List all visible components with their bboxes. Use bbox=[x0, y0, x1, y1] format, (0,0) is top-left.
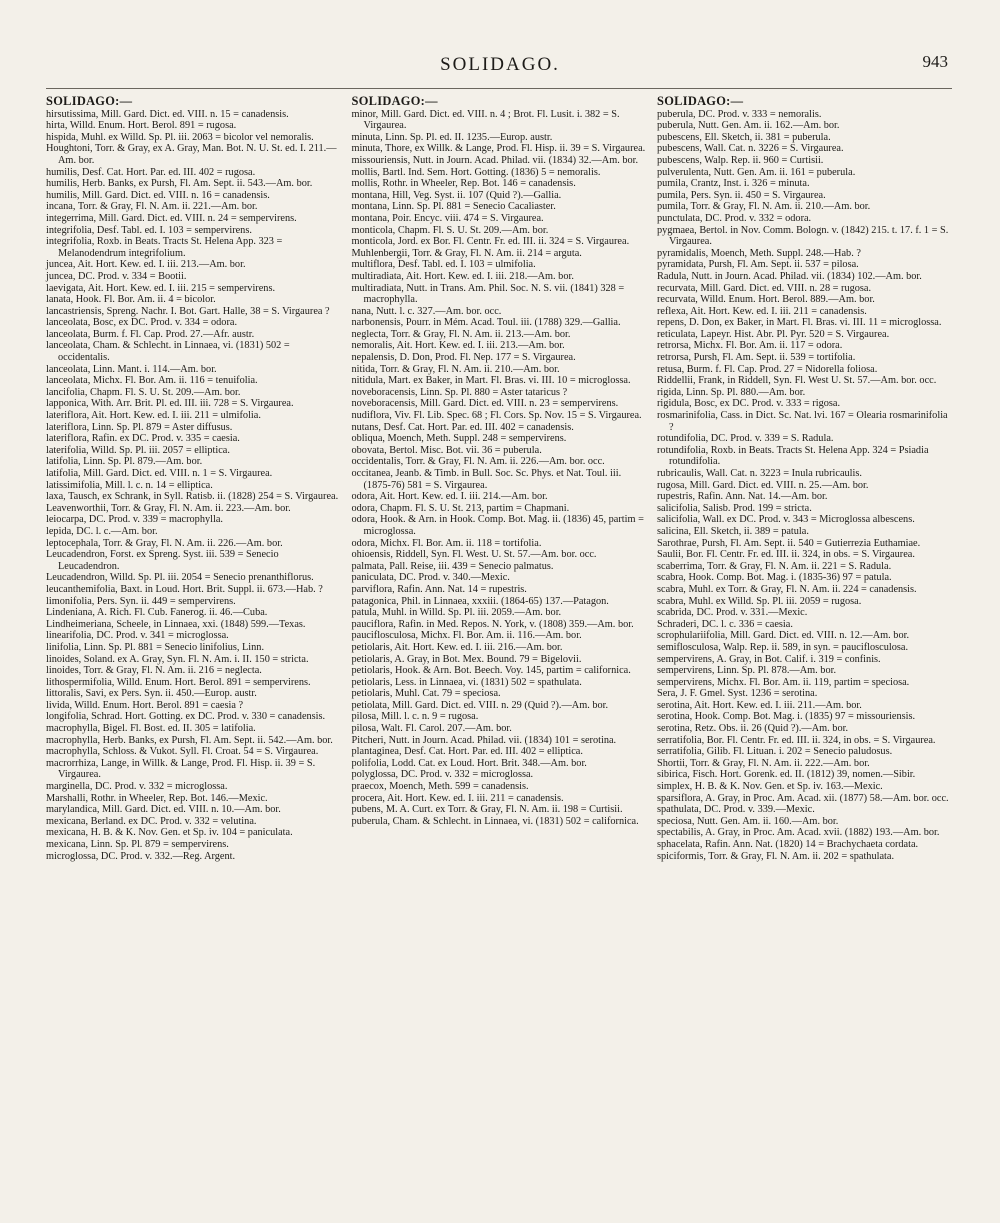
index-column-2 bbox=[352, 96, 647, 1214]
index-entry: laterifolia, Willd. Sp. Pl. iii. 2057 = elliptica. bbox=[46, 444, 230, 456]
index-entry: serratifolia, Bor. Fl. Centr. Fr. ed. III. ii. 324, in obs. = S. Virgaurea. bbox=[657, 734, 936, 746]
index-entry: nudiflora, Viv. Fl. Lib. Spec. 68 ; Fl. Cors. Sp. Nov. 15 = S. Virgaurea. bbox=[351, 410, 642, 422]
index-entry: rotundifolia, Roxb. in Beats. Tracts St. Helena App. 324 = Psiadia rotundifolia. bbox=[657, 444, 929, 468]
index-entry: mexicana, H. B. & K. Nov. Gen. et Sp. iv. 104 = paniculata. bbox=[46, 827, 293, 839]
index-entry: integrifolia, Desf. Tabl. ed. I. 103 = sempervirens. bbox=[46, 224, 252, 236]
index-entry: pauciflosculosa, Michx. Fl. Bor. Am. ii. 116.—Am. bor. bbox=[351, 630, 582, 642]
index-entry: scrophulariifolia, Mill. Gard. Dict. ed. VIII. n. 12.—Am. bor. bbox=[657, 630, 910, 642]
header-rule bbox=[46, 88, 952, 89]
index-entry: laxa, Tausch, ex Schrank, in Syll. Ratisb. ii. (1828) 254 = S. Virgaurea. bbox=[46, 491, 339, 503]
index-entry: rigidula, Bosc, ex DC. Prod. v. 333 = rigosa. bbox=[657, 398, 841, 410]
index-entry: sibirica, Fisch. Hort. Gorenk. ed. II. (1812) 39, nomen.—Sibir. bbox=[657, 769, 916, 781]
index-entry: plantaginea, Desf. Cat. Hort. Par. ed. III. 402 = elliptica. bbox=[351, 746, 583, 758]
index-entry: mexicana, Linn. Sp. Pl. 879 = sempervirens. bbox=[46, 839, 229, 850]
index-entry: macrophylla, Herb. Banks, ex Pursh, Fl. Am. Sept. ii. 542.—Am. bor. bbox=[46, 734, 333, 746]
index-entry: pygmaea, Bertol. in Nov. Comm. Bologn. v. (1842) 215. t. 17. f. 1 = S. Virgaurea. bbox=[657, 224, 949, 248]
index-entry: praecox, Moench, Meth. 599 = canadensis. bbox=[351, 781, 529, 793]
index-entry: scabra, Muhl. ex Willd. Sp. Pl. iii. 2059 = rugosa. bbox=[657, 595, 862, 607]
index-entry: occitanea, Jeanb. & Timb. in Bull. Soc. Sc. Phys. et Nat. Toul. iii. (1875-76) 581 = S. Virgaurea. bbox=[351, 468, 622, 491]
index-entry: hispida, Muhl. ex Willd. Sp. Pl. iii. 2063 = bicolor vel nemoralis. bbox=[46, 131, 314, 143]
index-entry: lanceolata, Cham. & Schlecht. in Linnaea, vi. (1831) 502 = occidentalis. bbox=[46, 340, 290, 364]
index-entry: juncea, DC. Prod. v. 334 = Bootii. bbox=[46, 270, 187, 282]
index-entry: sparsiflora, A. Gray, in Proc. Am. Acad. xii. (1877) 58.—Am. bor. occ. bbox=[657, 792, 949, 804]
index-entry: leiocarpa, DC. Prod. v. 339 = macrophylla. bbox=[46, 514, 223, 526]
index-entry: pilosa, Walt. Fl. Carol. 207.—Am. bor. bbox=[351, 723, 512, 735]
index-entry: macrorrhiza, Lange, in Willk. & Lange, Prod. Fl. Hisp. ii. 39 = S. Virgaurea. bbox=[46, 757, 316, 781]
index-entry: sphacelata, Rafin. Ann. Nat. (1820) 14 = Brachychaeta cordata. bbox=[657, 839, 919, 850]
index-entry: juncea, Ait. Hort. Kew. ed. I. iii. 213.—Am. bor. bbox=[46, 259, 246, 271]
index-entry: marginella, DC. Prod. v. 332 = microglossa. bbox=[46, 781, 228, 793]
index-entry: lateriflora, Linn. Sp. Pl. 879 = Aster diffusus. bbox=[46, 421, 233, 433]
column-heading: SOLIDAGO:— bbox=[46, 94, 133, 108]
index-entry: Muhlenbergii, Torr. & Gray, Fl. N. Am. ii. 214 = arguta. bbox=[351, 247, 582, 259]
index-entry: scaberrima, Torr. & Gray, Fl. N. Am. ii. 221 = S. Radula. bbox=[657, 560, 892, 572]
index-entry: serotina, Hook. Comp. Bot. Mag. i. (1835) 97 = missouriensis. bbox=[657, 711, 916, 723]
index-entry: linoides, Torr. & Gray, Fl. N. Am. ii. 216 = neglecta. bbox=[46, 665, 262, 677]
index-entry: palmata, Pall. Reise, iii. 439 = Senecio palmatus. bbox=[351, 560, 554, 572]
index-entry: hirsutissima, Mill. Gard. Dict. ed. VIII. n. 15 = canadensis. bbox=[46, 108, 289, 120]
index-entry: rotundifolia, DC. Prod. v. 339 = S. Radula. bbox=[657, 433, 834, 445]
index-column-1 bbox=[46, 96, 341, 1214]
index-entry: spathulata, DC. Prod. v. 339.—Mexic. bbox=[657, 804, 815, 816]
index-entry: punctulata, DC. Prod. v. 332 = odora. bbox=[657, 212, 812, 224]
index-entry: serotina, Retz. Obs. ii. 26 (Quid ?).—Am. bor. bbox=[657, 723, 849, 735]
index-entry: rubricaulis, Wall. Cat. n. 3223 = Inula rubricaulis. bbox=[657, 468, 862, 479]
index-entry: lithospermifolia, Willd. Enum. Hort. Berol. 891 = sempervirens. bbox=[46, 676, 311, 688]
index-entry: livida, Willd. Enum. Hort. Berol. 891 = caesia ? bbox=[46, 699, 244, 711]
index-entry: occidentalis, Torr. & Gray, Fl. N. Am. ii. 226.—Am. bor. occ. bbox=[351, 456, 605, 468]
index-entry: Marshalli, Rothr. in Wheeler, Rep. Bot. 146.—Mexic. bbox=[46, 792, 268, 804]
index-entry: linoides, Soland. ex A. Gray, Syn. Fl. N. Am. i. II. 150 = stricta. bbox=[46, 653, 309, 665]
column-heading: SOLIDAGO:— bbox=[657, 94, 744, 108]
index-entry: paniculata, DC. Prod. v. 340.—Mexic. bbox=[351, 572, 510, 584]
index-entry: pubens, M. A. Curt. ex Torr. & Gray, Fl. N. Am. ii. 198 = Curtisii. bbox=[351, 804, 623, 816]
index-entry: humilis, Desf. Cat. Hort. Par. ed. III. 402 = rugosa. bbox=[46, 166, 256, 178]
index-entry: lanceolata, Linn. Mant. i. 114.—Am. bor. bbox=[46, 363, 217, 375]
index-entry: speciosa, Nutt. Gen. Am. ii. 160.—Am. bor. bbox=[657, 815, 839, 827]
index-entry: Sera, J. F. Gmel. Syst. 1236 = serotina. bbox=[657, 688, 818, 700]
index-entry: latissimifolia, Mill. l. c. n. 14 = elliptica. bbox=[46, 479, 213, 491]
index-entry: serotina, Ait. Hort. Kew. ed. I. iii. 211.—Am. bor. bbox=[657, 699, 862, 711]
index-entry: montana, Hill, Veg. Syst. ii. 107 (Quid ?).—Gallia. bbox=[351, 189, 562, 201]
index-entry: multiradiata, Ait. Hort. Kew. ed. I. iii. 218.—Am. bor. bbox=[351, 270, 574, 282]
index-entry: retrorsa, Michx. Fl. Bor. Am. ii. 117 = odora. bbox=[657, 340, 843, 352]
index-entry: scabra, Hook. Comp. Bot. Mag. i. (1835-36) 97 = patula. bbox=[657, 572, 892, 584]
index-entry: pauciflora, Rafin. in Med. Repos. N. York, v. (1808) 359.—Am. bor. bbox=[351, 618, 634, 630]
index-entry: limonifolia, Pers. Syn. ii. 449 = sempervirens. bbox=[46, 595, 236, 607]
index-entry: Radula, Nutt. in Journ. Acad. Philad. vii. (1834) 102.—Am. bor. bbox=[657, 270, 922, 282]
index-entry: reflexa, Ait. Hort. Kew. ed. I. iii. 211 = canadensis. bbox=[657, 305, 867, 317]
index-entry: incana, Torr. & Gray, Fl. N. Am. ii. 221.—Am. bor. bbox=[46, 201, 258, 213]
index-entry: marylandica, Mill. Gard. Dict. ed. VIII. n. 10.—Am. bor. bbox=[46, 804, 281, 816]
index-entry: laevigata, Ait. Hort. Kew. ed. I. iii. 215 = sempervirens. bbox=[46, 282, 276, 294]
index-entry: nitida, Torr. & Gray, Fl. N. Am. ii. 210.—Am. bor. bbox=[351, 363, 560, 375]
index-entry: littoralis, Savi, ex Pers. Syn. ii. 450.—Europ. austr. bbox=[46, 688, 257, 700]
index-entry: lanceolata, Burm. f. Fl. Cap. Prod. 27.—Afr. austr. bbox=[46, 328, 255, 340]
index-entry: lepida, DC. l. c.—Am. bor. bbox=[46, 525, 158, 537]
index-entry: lanceolata, Bosc, ex DC. Prod. v. 334 = odora. bbox=[46, 317, 238, 329]
index-entry: reticulata, Lapeyr. Hist. Abr. Pl. Pyr. 520 = S. Virgaurea. bbox=[657, 328, 890, 340]
index-entry: mollis, Rothr. in Wheeler, Rep. Bot. 146 = canadensis. bbox=[351, 178, 576, 190]
index-entry: sempervirens, Linn. Sp. Pl. 878.—Am. bor. bbox=[657, 665, 837, 677]
index-entry: pumila, Torr. & Gray, Fl. N. Am. ii. 210.—Am. bor. bbox=[657, 201, 871, 213]
index-entry: rupestris, Rafin. Ann. Nat. 14.—Am. bor. bbox=[657, 491, 828, 503]
index-entry: Houghtoni, Torr. & Gray, ex A. Gray, Man. Bot. N. U. St. ed. I. 211.—Am. bor. bbox=[46, 143, 337, 166]
index-entry: lateriflora, Rafin. ex DC. Prod. v. 335 = caesia. bbox=[46, 433, 240, 445]
index-entry: mexicana, Berland. ex DC. Prod. v. 332 = velutina. bbox=[46, 815, 257, 827]
index-entry: petiolaris, Hook. & Arn. Bot. Beech. Voy. 145, partim = californica. bbox=[351, 665, 631, 677]
index-entry: petiolaris, A. Gray, in Bot. Mex. Bound. 79 = Bigelovii. bbox=[351, 653, 582, 665]
index-entry: petiolaris, Less. in Linnaea, vi. (1831) 502 = spathulata. bbox=[351, 676, 582, 688]
index-entry: latifolia, Mill. Gard. Dict. ed. VIII. n. 1 = S. Virgaurea. bbox=[46, 468, 273, 479]
index-entry: nepalensis, D. Don, Prod. Fl. Nep. 177 = S. Virgaurea. bbox=[351, 352, 576, 364]
column-heading: SOLIDAGO:— bbox=[351, 94, 438, 108]
index-entry: Leucadendron, Willd. Sp. Pl. iii. 2054 = Senecio prenanthiflorus. bbox=[46, 572, 314, 584]
index-entry: Lindeniana, A. Rich. Fl. Cub. Fanerog. ii. 46.—Cuba. bbox=[46, 607, 268, 619]
index-entry: puberula, Nutt. Gen. Am. ii. 162.—Am. bor. bbox=[657, 120, 840, 132]
index-entry: pubescens, Ell. Sketch, ii. 381 = puberula. bbox=[657, 131, 831, 143]
index-entry: scabra, Muhl. ex Torr. & Gray, Fl. N. Am. ii. 224 = canadensis. bbox=[657, 583, 917, 595]
index-entry: leucanthemifolia, Baxt. in Loud. Hort. Brit. Suppl. ii. 673.—Hab. ? bbox=[46, 583, 323, 595]
index-entry: obliqua, Moench, Meth. Suppl. 248 = sempervirens. bbox=[351, 433, 567, 445]
index-entry: pumila, Pers. Syn. ii. 450 = S. Virgaurea. bbox=[657, 189, 826, 201]
index-entry: multiflora, Desf. Tabl. ed. I. 103 = ulmifolia. bbox=[351, 259, 536, 271]
index-entry: sempervirens, Michx. Fl. Bor. Am. ii. 119, partim = speciosa. bbox=[657, 676, 910, 688]
index-entry: sempervirens, A. Gray, in Bot. Calif. i. 319 = confinis. bbox=[657, 653, 881, 665]
index-entry: lanceolata, Michx. Fl. Bor. Am. ii. 116 = tenuifolia. bbox=[46, 375, 258, 387]
index-entry: humilis, Mill. Gard. Dict. ed. VIII. n. 16 = canadensis. bbox=[46, 189, 270, 201]
index-entry: odora, Hook. & Arn. in Hook. Comp. Bot. Mag. ii. (1836) 45, partim = microglossa. bbox=[351, 514, 644, 537]
index-entry: rigida, Linn. Sp. Pl. 880.—Am. bor. bbox=[657, 386, 806, 398]
index-entry: lancastriensis, Spreng. Nachr. I. Bot. Gart. Halle, 38 = S. Virgaurea ? bbox=[46, 305, 330, 317]
index-entry: nitidula, Mart. ex Baker, in Mart. Fl. Bras. vi. III. 10 = microglossa. bbox=[351, 375, 631, 387]
index-entry: Saulii, Bor. Fl. Centr. Fr. ed. III. ii. 324, in obs. = S. Virgaurea. bbox=[657, 549, 915, 561]
index-entry: missouriensis, Nutt. in Journ. Acad. Philad. vii. (1834) 32.—Am. bor. bbox=[351, 154, 639, 166]
index-entry: petiolaris, Muhl. Cat. 79 = speciosa. bbox=[351, 688, 501, 700]
index-entry: nemoralis, Ait. Hort. Kew. ed. I. iii. 213.—Am. bor. bbox=[351, 340, 565, 352]
index-entry: parviflora, Rafin. Ann. Nat. 14 = rupestris. bbox=[351, 583, 527, 595]
index-entry: hirta, Willd. Enum. Hort. Berol. 891 = rugosa. bbox=[46, 120, 237, 132]
index-entry: retusa, Burm. f. Fl. Cap. Prod. 27 = Nidorella foliosa. bbox=[657, 363, 878, 375]
index-entry: salicifolia, Wall. ex DC. Prod. v. 343 = Microglossa albescens. bbox=[657, 514, 915, 526]
index-entry: repens, D. Don, ex Baker, in Mart. Fl. Bras. vi. III. 11 = microglossa. bbox=[657, 317, 942, 329]
index-entry: pubescens, Wall. Cat. n. 3226 = S. Virgaurea. bbox=[657, 143, 844, 155]
index-entry: multiradiata, Nutt. in Trans. Am. Phil. Soc. N. S. vii. (1841) 328 = macrophylla. bbox=[351, 282, 625, 306]
index-entry: rosmarinifolia, Cass. in Dict. Sc. Nat. lvi. 167 = Olearia rosmarinifolia ? bbox=[657, 410, 948, 433]
index-entry: Leavenworthii, Torr. & Gray, Fl. N. Am. ii. 223.—Am. bor. bbox=[46, 502, 291, 514]
index-entry: salicina, Ell. Sketch, ii. 389 = patula. bbox=[657, 525, 809, 537]
index-entry: spectabilis, A. Gray, in Proc. Am. Acad. xvii. (1882) 193.—Am. bor. bbox=[657, 827, 940, 839]
index-entry: nana, Nutt. l. c. 327.—Am. bor. occ. bbox=[351, 305, 502, 317]
index-entry: pumila, Crantz, Inst. i. 326 = minuta. bbox=[657, 178, 810, 190]
index-entry: puberula, Cham. & Schlecht. in Linnaea, vi. (1831) 502 = californica. bbox=[351, 815, 639, 827]
index-entry: neglecta, Torr. & Gray, Fl. N. Am. ii. 213.—Am. bor. bbox=[351, 328, 571, 340]
index-entry: nutans, Desf. Cat. Hort. Par. ed. III. 402 = canadensis. bbox=[351, 421, 574, 433]
index-entry: pilosa, Mill. l. c. n. 9 = rugosa. bbox=[351, 711, 479, 723]
index-entry: procera, Ait. Hort. Kew. ed. I. iii. 211 = canadensis. bbox=[351, 792, 564, 804]
page-number: 943 bbox=[922, 52, 948, 71]
index-entry: linearifolia, DC. Prod. v. 341 = microglossa. bbox=[46, 630, 229, 642]
index-entry: polyglossa, DC. Prod. v. 332 = microglossa. bbox=[351, 769, 534, 781]
index-entry: lateriflora, Ait. Hort. Kew. ed. I. iii. 211 = ulmifolia. bbox=[46, 410, 261, 422]
index-entry: rugosa, Mill. Gard. Dict. ed. VIII. n. 25.—Am. bor. bbox=[657, 479, 869, 491]
index-entry: semiflosculosa, Walp. Rep. ii. 589, in syn. = pauciflosculosa. bbox=[657, 641, 909, 653]
index-entry: microglossa, DC. Prod. v. 332.—Reg. Argent. bbox=[46, 850, 236, 862]
index-entry: Schraderi, DC. l. c. 336 = caesia. bbox=[657, 618, 793, 630]
index-entry: spiciformis, Torr. & Gray, Fl. N. Am. ii. 202 = spathulata. bbox=[657, 850, 895, 862]
index-entry: puberula, DC. Prod. v. 333 = nemoralis. bbox=[657, 108, 822, 120]
index-entry: serratifolia, Gilib. Fl. Lituan. i. 202 = Senecio paludosus. bbox=[657, 746, 893, 758]
index-entry: odora, Ait. Hort. Kew. ed. I. iii. 214.—Am. bor. bbox=[351, 491, 548, 503]
index-entry: minuta, Thore, ex Willk. & Lange, Prod. Fl. Hisp. ii. 39 = S. Virgaurea. bbox=[351, 143, 646, 155]
index-entry: montana, Poir. Encyc. viii. 474 = S. Virgaurea. bbox=[351, 212, 544, 224]
index-entry: lapponica, With. Arr. Brit. Pl. ed. III. iii. 728 = S. Virgaurea. bbox=[46, 398, 294, 410]
index-entry: pyramidalis, Moench, Meth. Suppl. 248.—Hab. ? bbox=[657, 247, 861, 259]
index-entry: pubescens, Walp. Rep. ii. 960 = Curtisii. bbox=[657, 154, 824, 166]
index-entry: simplex, H. B. & K. Nov. Gen. et Sp. iv. 163.—Mexic. bbox=[657, 781, 883, 793]
index-entry: Leucadendron, Forst. ex Spreng. Syst. iii. 539 = Senecio Leucadendron. bbox=[46, 549, 279, 572]
index-entry: monticola, Jord. ex Bor. Fl. Centr. Fr. ed. III. ii. 324 = S. Virgaurea. bbox=[351, 236, 630, 248]
index-entry: obovata, Bertol. Misc. Bot. vii. 36 = puberula. bbox=[351, 444, 542, 456]
index-entry: Lindheimeriana, Scheele, in Linnaea, xxi. (1848) 599.—Texas. bbox=[46, 618, 306, 630]
index-entry: retrorsa, Pursh, Fl. Am. Sept. ii. 539 = tortifolia. bbox=[657, 352, 856, 364]
index-entry: noveboracensis, Linn. Sp. Pl. 880 = Aster tataricus ? bbox=[351, 386, 568, 398]
index-entry: linifolia, Linn. Sp. Pl. 881 = Senecio linifolius, Linn. bbox=[46, 641, 265, 653]
index-entry: recurvata, Willd. Enum. Hort. Berol. 889.—Am. bor. bbox=[657, 294, 875, 306]
index-entry: Pitcheri, Nutt. in Journ. Acad. Philad. vii. (1834) 101 = serotina. bbox=[351, 734, 617, 746]
index-columns bbox=[46, 96, 952, 1214]
index-entry: patagonica, Phil. in Linnaea, xxxiii. (1864-65) 137.—Patagon. bbox=[351, 595, 609, 607]
index-entry: lanata, Hook. Fl. Bor. Am. ii. 4 = bicolor. bbox=[46, 294, 216, 306]
index-entry: integerrima, Mill. Gard. Dict. ed. VIII. n. 24 = sempervirens. bbox=[46, 212, 297, 224]
index-entry: Shortii, Torr. & Gray, Fl. N. Am. ii. 222.—Am. bor. bbox=[657, 757, 870, 769]
running-title: SOLIDAGO. bbox=[440, 54, 560, 75]
index-entry: odora, Chapm. Fl. S. U. St. 213, partim = Chapmani. bbox=[351, 502, 570, 514]
index-entry: humilis, Herb. Banks, ex Pursh, Fl. Am. Sept. ii. 543.—Am. bor. bbox=[46, 178, 313, 190]
index-entry: longifolia, Schrad. Hort. Gotting. ex DC. Prod. v. 330 = canadensis. bbox=[46, 711, 326, 723]
index-entry: scabrida, DC. Prod. v. 331.—Mexic. bbox=[657, 607, 808, 619]
index-entry: odora, Michx. Fl. Bor. Am. ii. 118 = tortifolia. bbox=[351, 537, 542, 549]
index-entry: mollis, Bartl. Ind. Sem. Hort. Gotting. (1836) 5 = nemoralis. bbox=[351, 166, 601, 178]
index-entry: minuta, Linn. Sp. Pl. ed. II. 1235.—Europ. austr. bbox=[351, 131, 553, 143]
index-entry: lancifolia, Chapm. Fl. S. U. St. 209.—Am. bor. bbox=[46, 386, 241, 398]
index-entry: petiolaris, Ait. Hort. Kew. ed. I. iii. 216.—Am. bor. bbox=[351, 641, 563, 653]
index-entry: macrophylla, Schloss. & Vukot. Syll. Fl. Croat. 54 = S. Virgaurea. bbox=[46, 746, 319, 758]
index-entry: Sarothrae, Pursh, Fl. Am. Sept. ii. 540 = Gutierrezia Euthamiae. bbox=[657, 537, 921, 549]
index-entry: salicifolia, Salisb. Prod. 199 = stricta. bbox=[657, 502, 812, 514]
index-entry: polifolia, Lodd. Cat. ex Loud. Hort. Brit. 348.—Am. bor. bbox=[351, 757, 587, 769]
index-entry: petiolata, Mill. Gard. Dict. ed. VIII. n. 29 (Quid ?).—Am. bor. bbox=[351, 699, 609, 711]
index-entry: leptocephala, Torr. & Gray, Fl. N. Am. ii. 226.—Am. bor. bbox=[46, 537, 283, 549]
index-entry: integrifolia, Roxb. in Beats. Tracts St. Helena App. 323 = Melanodendrum integrifolium. bbox=[46, 236, 283, 259]
index-entry: pulverulenta, Nutt. Gen. Am. ii. 161 = puberula. bbox=[657, 166, 856, 178]
running-head bbox=[0, 52, 1000, 82]
index-entry: recurvata, Mill. Gard. Dict. ed. VIII. n. 28 = rugosa. bbox=[657, 282, 872, 294]
index-entry: minor, Mill. Gard. Dict. ed. VIII. n. 4 ; Brot. Fl. Lusit. i. 382 = S. Virgaurea. bbox=[351, 108, 620, 132]
index-entry: latifolia, Linn. Sp. Pl. 879.—Am. bor. bbox=[46, 456, 203, 468]
index-entry: narbonensis, Pourr. in Mém. Acad. Toul. iii. (1788) 329.—Gallia. bbox=[351, 317, 621, 329]
index-entry: noveboracensis, Mill. Gard. Dict. ed. VIII. n. 23 = sempervirens. bbox=[351, 398, 619, 410]
index-column-3 bbox=[657, 96, 952, 1214]
index-entry: patula, Muhl. in Willd. Sp. Pl. iii. 2059.—Am. bor. bbox=[351, 607, 562, 619]
index-entry: monticola, Chapm. Fl. S. U. St. 209.—Am. bor. bbox=[351, 224, 549, 236]
index-entry: ohioensis, Riddell, Syn. Fl. West. U. St. 57.—Am. bor. occ. bbox=[351, 549, 597, 561]
index-entry: macrophylla, Bigel. Fl. Bost. ed. II. 305 = latifolia. bbox=[46, 723, 256, 735]
index-entry: pyramidata, Pursh, Fl. Am. Sept. ii. 537 = pilosa. bbox=[657, 259, 859, 271]
index-entry: Riddellii, Frank, in Riddell, Syn. Fl. West U. St. 57.—Am. bor. occ. bbox=[657, 375, 937, 387]
index-entry: montana, Linn. Sp. Pl. 881 = Senecio Cacaliaster. bbox=[351, 201, 556, 213]
